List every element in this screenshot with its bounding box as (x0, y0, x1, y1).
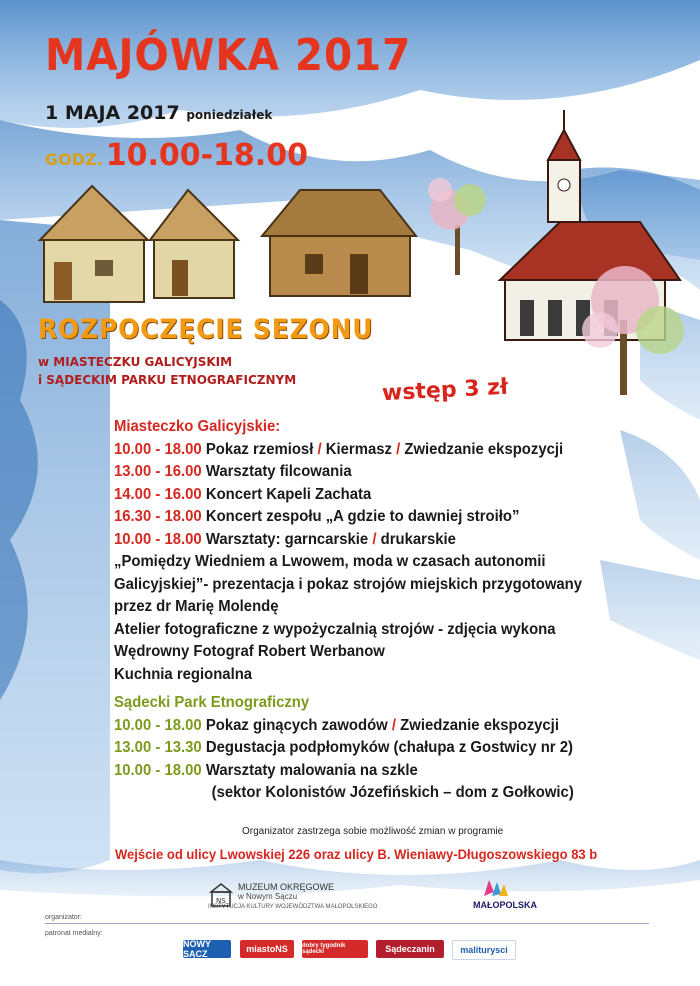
item-time: 14.00 - 16.00 (114, 485, 202, 503)
item-text: drukarskie (380, 530, 456, 548)
event-hours (45, 138, 308, 173)
galician-extra-line: „Pomiędzy Wiedniem a Lwowem, moda w czasach autonomii (114, 553, 546, 570)
item-text: Koncert Kapeli Zachata (205, 485, 372, 503)
weekday-text: poniedziałek (186, 108, 273, 122)
museum-name: MUZEUM OKRĘGOWE (238, 882, 334, 892)
media-logo-dts: dobry tygodnik sądecki (302, 940, 368, 958)
item-time: 10.00 - 18.00 (114, 716, 202, 734)
date-text: 1 MAJA 2017 (45, 102, 180, 124)
separator: / (396, 440, 401, 458)
media-logo-miastons: miastoNS (240, 940, 294, 958)
item-time: 10.00 - 18.00 (114, 761, 202, 779)
item-time: 10.00 - 18.00 (114, 530, 202, 548)
svg-text:NS: NS (216, 897, 226, 905)
cottage-3 (262, 190, 416, 296)
item-text: Kiermasz (325, 440, 392, 458)
divider (45, 923, 649, 924)
galician-item (114, 529, 653, 552)
item-time: 10.00 - 18.00 (114, 440, 202, 458)
season-subtitle-2: i SĄDECKIM PARKU ETNOGRAFICZNYM (38, 373, 297, 387)
galician-extra-line: przez dr Marię Molendę (114, 598, 279, 615)
galician-extra-line: Galicyjskiej”- prezentacja i pokaz strojów miejskich przygotowany (114, 575, 583, 593)
museum-city: w Nowym Sączu (238, 892, 298, 901)
park-extra-line: (sektor Kolonistów Józefińskich – dom z Gołkowic) (211, 784, 574, 801)
media-logo-nowysacz: NOWY SĄCZ (183, 940, 231, 958)
malopolska-label: MAŁOPOLSKA (473, 900, 537, 910)
separator: / (317, 440, 322, 458)
separator: / (391, 716, 397, 734)
item-text: Warsztaty filcowania (205, 463, 352, 480)
galician-extra-line: Kuchnia regionalna (114, 665, 253, 683)
season-subtitle-1: w MIASTECZKU GALICYJSKIM (38, 355, 233, 369)
program (114, 416, 653, 805)
hours-text: 10.00-18.00 (105, 138, 308, 173)
event-date (45, 102, 272, 124)
separator: / (372, 530, 377, 548)
media-logo-maliturysci: maliturysci (452, 940, 516, 960)
price-label: wstęp 3 zł (381, 374, 509, 407)
hours-prefix: GODZ. (45, 150, 103, 169)
entrance-info: Wejście od ulicy Lwowskiej 226 oraz ulicy B. Wieniawy-Długoszowskiego 83 b (115, 846, 598, 862)
park-heading: Sądecki Park Etnograficzny (114, 694, 310, 711)
media-logo-sadeczanin: Sądeczanin (376, 940, 444, 958)
galician-extra-line: Wędrowny Fotograf Robert Werbanow (114, 643, 385, 660)
season-title: ROZPOCZĘCIE SEZONU (38, 314, 374, 345)
item-text: Pokaz rzemiosł (205, 440, 314, 458)
item-text: Warsztaty malowania na szkle (205, 761, 418, 779)
museum-institution: INSTYTUCJA KULTURY WOJEWÓDZTWA MAŁOPOLSKIEGO (208, 904, 378, 910)
galician-extra-line: Atelier fotograficzne z wypożyczalnią strojów - zdjęcia wykona (114, 620, 556, 638)
museum-icon (208, 882, 234, 908)
program-note: Organizator zastrzega sobie możliwość zmian w programie (242, 826, 504, 837)
item-time: 13.00 - 16.00 (114, 463, 202, 480)
galician-item (114, 439, 653, 462)
malopolska-logo-icon (482, 878, 510, 902)
galician-item (114, 506, 653, 529)
park-item (114, 715, 653, 738)
park-item (114, 737, 653, 760)
item-text: Zwiedzanie ekspozycji (400, 716, 559, 734)
galician-item (114, 461, 653, 484)
item-time: 13.00 - 13.30 (114, 739, 202, 756)
galician-heading: Miasteczko Galicyjskie: (114, 418, 281, 435)
item-text: Degustacja podpłomyków (chałupa z Gostwicy nr 2) (205, 739, 573, 756)
galician-item (114, 484, 653, 507)
park-item (114, 760, 653, 783)
event-title: MAJÓWKA 2017 (45, 30, 412, 81)
item-text: Pokaz ginących zawodów (205, 716, 388, 734)
patronage-label: patronat medialny: (45, 930, 103, 937)
item-text: Zwiedzanie ekspozycji (404, 440, 564, 458)
item-text: Warsztaty: garncarskie (205, 530, 369, 548)
organizer-label: organizator: (45, 914, 82, 921)
item-text: Koncert zespołu „A gdzie to dawniej stroiło” (205, 508, 520, 525)
item-time: 16.30 - 18.00 (114, 508, 202, 525)
museum-logo (208, 882, 377, 910)
